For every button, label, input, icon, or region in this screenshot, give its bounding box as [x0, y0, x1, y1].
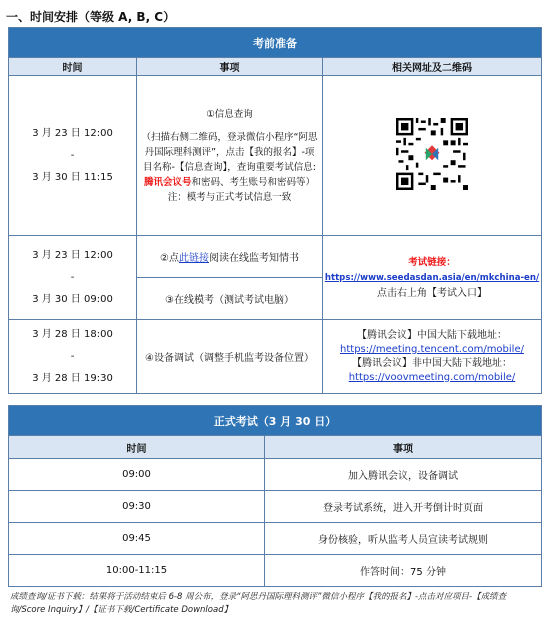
mock-exam-cell: ③在线模考（测试考试电脑）	[137, 278, 323, 320]
item-cell: 加入腾讯会议，设备调试	[265, 459, 542, 491]
exam-link-note: 点击右上角【考试入口】	[377, 287, 487, 299]
exam-banner: 正式考试（3 月 30 日）	[9, 406, 542, 436]
device-test-cell: ④设备调试（调整手机监考设备位置）	[137, 320, 323, 394]
time-end: 3 月 30 日 11:15	[32, 171, 113, 183]
time-start: 3 月 23 日 12:00	[32, 127, 113, 139]
qr-code-icon[interactable]	[396, 118, 468, 190]
intl-download-link[interactable]: https://voovmeeting.com/mobile/	[348, 371, 516, 383]
time-cell: 09:00	[9, 459, 265, 491]
table-row	[9, 459, 542, 491]
table-row	[9, 236, 542, 278]
col-header-time: 时间	[9, 58, 137, 76]
table-row	[9, 555, 542, 587]
prep-banner: 考前准备	[9, 28, 542, 58]
item-text: 阅读在线监考知情书	[208, 253, 299, 264]
qr-cell	[323, 76, 542, 236]
time-cell	[9, 236, 137, 320]
item-desc: （扫描右侧二维码，登录微信小程序“阿思	[141, 131, 318, 143]
score-inquiry-footnote: 成绩查询/证书下载：结果将于活动结束后 6-8 周公布，登录“阿思丹国际理科测评”微信小程序【我的报名】-点击对应项目-【成绩查询/Score Inquiry】/【证书下载/Certificate Download】	[10, 592, 507, 615]
col-header-item: 事项	[137, 58, 323, 76]
time-dash: -	[70, 149, 75, 161]
exam-table	[8, 405, 542, 587]
meeting-id-highlight: 腾讯会议号	[143, 176, 192, 188]
section-heading: 一、时间安排（等级 A, B, C）	[6, 10, 176, 24]
notice-link[interactable]: 此链接	[178, 253, 209, 264]
col-header-item: 事项	[265, 436, 542, 459]
time-cell: 10:00-11:15	[9, 555, 265, 587]
item-desc: 和密码、考生账号和密码等）	[191, 176, 316, 188]
item-text: ②点	[160, 253, 179, 264]
item-desc: 丹国际理科测评”，点击【我的报名】-项	[144, 146, 315, 158]
table-row	[9, 491, 542, 523]
cn-download-link[interactable]: https://meeting.tencent.com/mobile/	[340, 343, 524, 355]
item-title: ①信息查询	[206, 108, 253, 120]
table-row	[9, 320, 542, 394]
download-links-cell	[323, 320, 542, 394]
item-desc: 目名称-【信息查询】，查询重要考试信息:	[143, 161, 316, 173]
col-header-time: 时间	[9, 436, 265, 459]
item-cell: 身份核验，听从监考人员宣读考试规则	[265, 523, 542, 555]
cn-download-label: 【腾讯会议】中国大陆下载地址：	[357, 329, 507, 341]
time-cell	[9, 320, 137, 394]
time-cell: 09:30	[9, 491, 265, 523]
reading-cell	[137, 236, 323, 278]
time-dash: -	[70, 271, 75, 283]
info-query-cell	[137, 76, 323, 236]
time-end: 3 月 30 日 09:00	[32, 293, 113, 305]
exam-link[interactable]: https://www.seedasdan.asia/en/mkchina-en/	[324, 272, 540, 283]
item-cell: 登录考试系统，进入开考倒计时页面	[265, 491, 542, 523]
table-row	[9, 76, 542, 236]
table-row	[9, 523, 542, 555]
item-note: 注：模考与正式考试信息一致	[167, 191, 292, 203]
time-end: 3 月 28 日 19:30	[32, 372, 113, 384]
time-start: 3 月 28 日 18:00	[32, 328, 113, 340]
col-header-links: 相关网址及二维码	[323, 58, 542, 76]
prep-table	[8, 27, 542, 394]
time-start: 3 月 23 日 12:00	[32, 249, 113, 261]
intl-download-label: 【腾讯会议】非中国大陆下载地址：	[352, 357, 512, 369]
time-dash: -	[70, 350, 75, 362]
item-cell: 作答时间：75 分钟	[265, 555, 542, 587]
time-cell: 09:45	[9, 523, 265, 555]
time-cell	[9, 76, 137, 236]
exam-link-cell	[323, 236, 542, 320]
exam-link-label: 考试链接：	[408, 256, 456, 268]
